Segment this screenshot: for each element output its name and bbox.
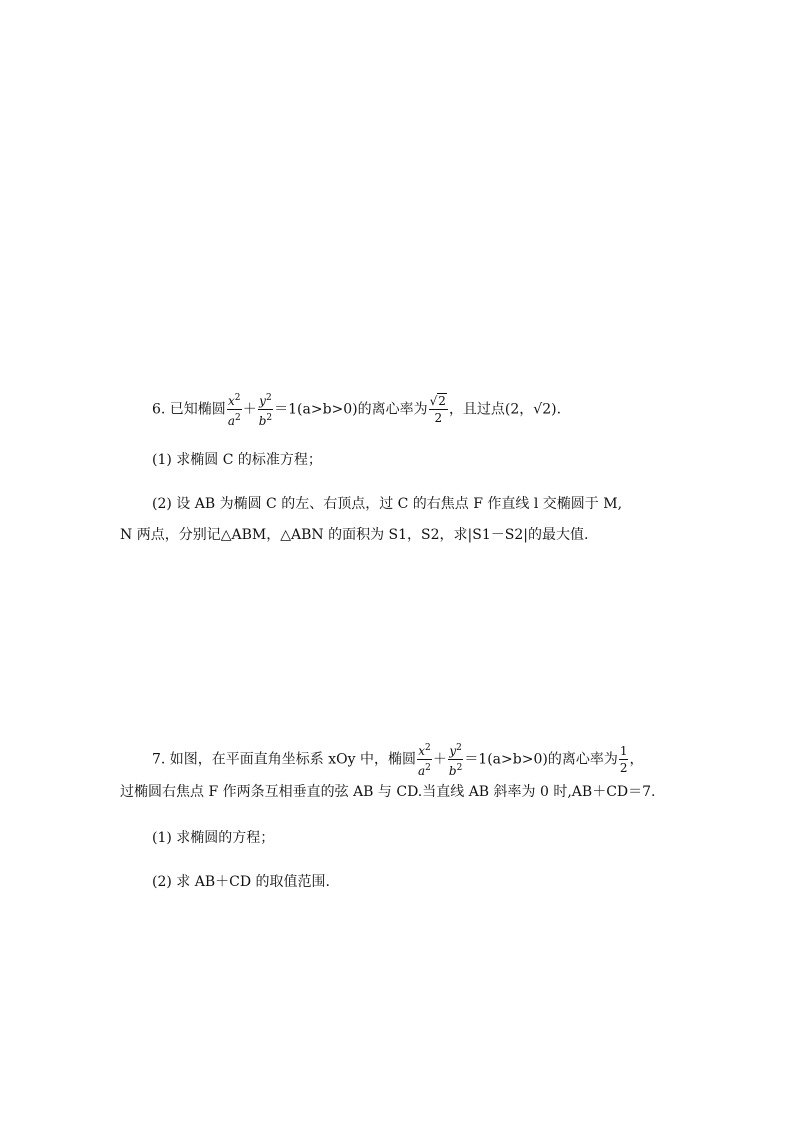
problem7-part2 — [152, 872, 330, 892]
problem7-statement: 7. 如图，在平面直角坐标系 xOy 中，椭圆 $\frac{x^2}{a^2}$ ＋ $\frac{y^2}{b^2}$ ＝1(a>b>0)的离心率为 $\frac{1}{2}$ ， — [152, 740, 643, 779]
problem7-ecc-tail: ， — [629, 751, 644, 768]
sqrt2-over-2-fraction: $\frac{√2}{2}$ — [429, 394, 446, 425]
sqrt-symbol: √2 — [429, 394, 446, 408]
problem6-part2-line1 — [152, 494, 622, 514]
problem7-line2 — [120, 782, 656, 802]
problem6-part1-text: (1) 求椭圆 C 的标准方程； — [152, 452, 322, 468]
problem7-eq-tail: ＝1(a>b>0)的离心率为 — [464, 751, 618, 768]
problem6-part2-text2: N 两点，分别记△ABM，△ABN 的面积为 S1，S2，求|S1－S2|的最大值. — [120, 527, 589, 543]
x2-over-a2-fraction: $\frac{x^2}{a^2}$ — [417, 740, 432, 779]
problem7-part2-text: (2) 求 AB＋CD 的取值范围. — [152, 874, 330, 890]
problem6-eq-tail: ＝1(a>b>0)的离心率为 — [274, 401, 428, 418]
problem7-intro: 7. 如图，在平面直角坐标系 xOy 中，椭圆 — [152, 751, 416, 768]
y2-over-b2-fraction: $\frac{y^2}{b^2}$ — [258, 390, 273, 429]
problem6-tail: ，且过点(2，√2). — [448, 401, 562, 418]
one-half-fraction: $\frac{1}{2}$ — [619, 744, 628, 775]
y2-over-b2-fraction: $\frac{y^2}{b^2}$ — [448, 740, 463, 779]
problem7-line2-text: 过椭圆右焦点 F 作两条互相垂直的弦 AB 与 CD.当直线 AB 斜率为 0 时,AB＋CD＝7. — [120, 784, 656, 800]
problem6-part2-text1: (2) 设 AB 为椭圆 C 的左、右顶点，过 C 的右焦点 F 作直线 l 交椭圆于 M, — [152, 496, 623, 512]
problem6-intro: 6. 已知椭圆 — [152, 401, 226, 418]
problem6-statement: 6. 已知椭圆 $\frac{x^2}{a^2}$ ＋ $\frac{y^2}{b^2}$ ＝1(a>b>0)的离心率为 $\frac{√2}{2}$ ，且过点(2，√2). — [152, 390, 561, 429]
problem6-part1 — [152, 450, 322, 470]
x2-over-a2-fraction: $\frac{x^2}{a^2}$ — [227, 390, 242, 429]
problem7-part1-text: (1) 求椭圆的方程； — [152, 830, 275, 846]
problem6-part2-line2 — [120, 525, 588, 545]
problem7-part1 — [152, 828, 274, 848]
